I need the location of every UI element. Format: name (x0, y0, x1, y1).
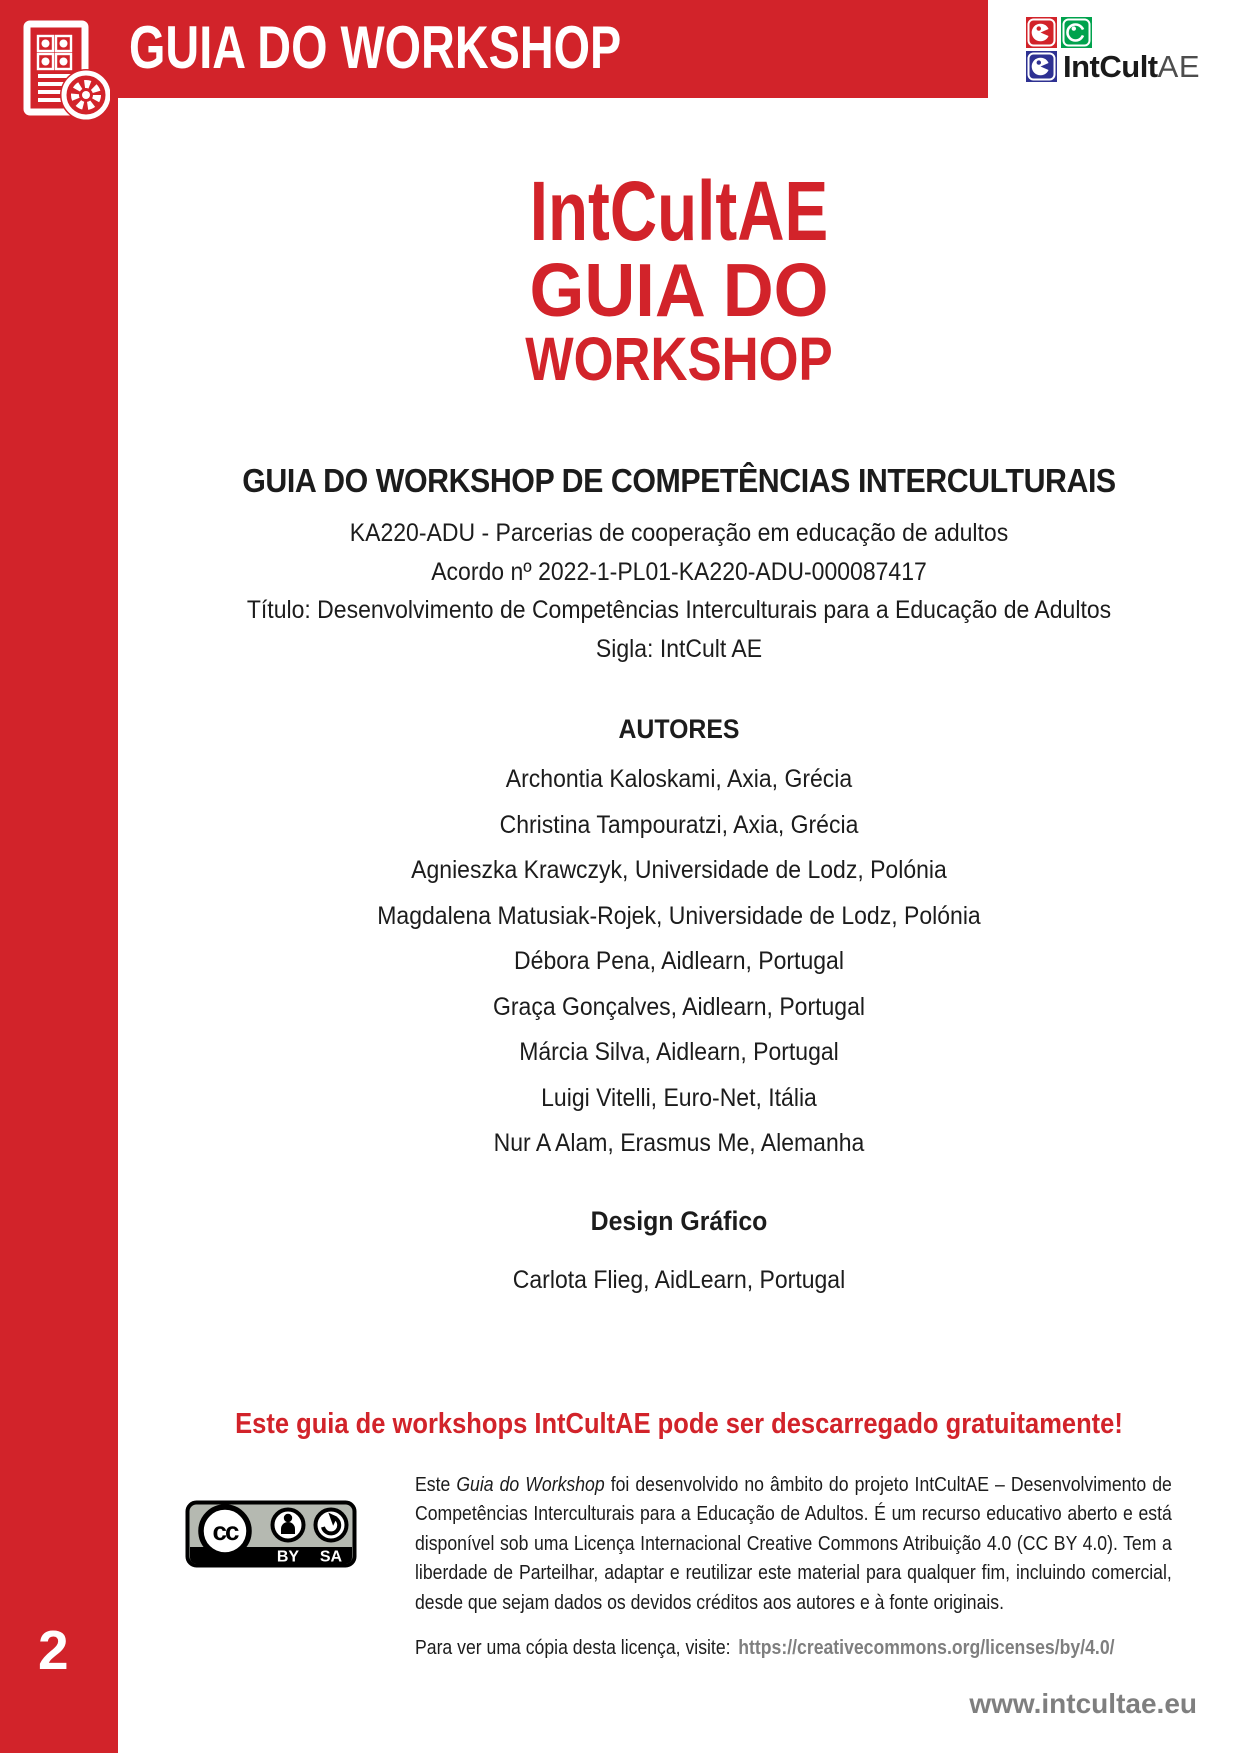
website-url: www.intcultae.eu (969, 1688, 1197, 1719)
header-title: GUIA DO WORKSHOP (129, 14, 622, 81)
badge-sa-label: SA (319, 1548, 343, 1566)
license-headline: Este guia de workshops IntCultAE pode ser descarregado gratuitamente! (235, 1408, 1123, 1440)
author-entry: Magdalena Matusiak-Rojek, Universidade de Lodz, Polónia (377, 901, 981, 930)
license-paragraph (415, 1470, 1172, 1618)
badge-by-label: BY (276, 1548, 300, 1566)
license-paragraph-start: Este (415, 1472, 457, 1496)
design-heading: Design Gráfico (590, 1206, 768, 1236)
author-entry: Agnieszka Krawczyk, Universidade de Lodz, Polónia (411, 856, 947, 884)
cover-title-line1: IntCultAE (529, 164, 829, 258)
attribution-person-icon (273, 1510, 304, 1541)
author-entry: Archontia Kaloskami, Axia, Grécia (505, 765, 853, 793)
project-acronym: Sigla: IntCult AE (595, 634, 763, 663)
authors-list (163, 757, 1195, 1167)
cover-title-line3: WORKSHOP (525, 325, 833, 393)
project-agreement-number: Acordo nº 2022-1-PL01-KA220-ADU-000087417 (431, 557, 927, 586)
creative-commons-license-link[interactable]: https://creativecommons.org/licenses/by/4.0/ (738, 1636, 1115, 1659)
project-meta (163, 514, 1195, 668)
license-paragraph-rest: foi desenvolvido no âmbito do projeto IntCultAE – Desenvolvimento de Competências Interculturais para a Educação de Adultos. É um recurso educativo aberto e está disponível sob uma Licença Internacional Creative Commons Atribuição 4.0 (CC BY 4.0). Tem a liberdade de Parteilhar, adaptar e reutilizar este material para qualquer fim, incluindo comercial, desde que sejam dados os devidos créditos aos autores e à fonte originais. (415, 1472, 1172, 1614)
page-number: 2 (38, 1619, 69, 1681)
author-entry: Graça Gonçalves, Aidlearn, Portugal (492, 992, 866, 1021)
authors-heading: AUTORES (618, 714, 740, 744)
cover-title-line2: GUIA DO (529, 248, 829, 332)
design-credit: Carlota Flieg, AidLearn, Portugal (512, 1266, 846, 1294)
author-entry: Christina Tampouratzi, Axia, Grécia (499, 810, 859, 839)
project-heading: GUIA DO WORKSHOP DE COMPETÊNCIAS INTERCULTURAIS (242, 462, 1116, 499)
workshop-document-gear-icon (10, 20, 110, 124)
project-subtitle: KA220-ADU - Parcerias de cooperação em educação de adultos (349, 519, 1009, 547)
author-entry: Márcia Silva, Aidlearn, Portugal (519, 1038, 839, 1066)
logo-blue-mask-face-icon (1026, 51, 1057, 82)
left-red-sidebar (0, 0, 118, 1753)
logo-wordmark-light: AE (1157, 49, 1200, 84)
logo-red-mask-face-icon (1026, 17, 1057, 48)
share-alike-icon (316, 1510, 347, 1541)
cc-icon (201, 1507, 249, 1555)
license-link-line (415, 1636, 1189, 1660)
logo-wordmark (1063, 51, 1200, 82)
license-paragraph-italic: Guia do Workshop (456, 1472, 605, 1496)
cc-by-sa-license-badge (185, 1500, 357, 1569)
author-entry: Débora Pena, Aidlearn, Portugal (514, 947, 844, 975)
logo-wordmark-bold: IntCult (1063, 49, 1158, 84)
project-title-line: Título: Desenvolvimento de Competências Interculturais para a Educação de Adultos (246, 596, 1112, 624)
intcultae-logo (1026, 17, 1236, 85)
license-link-label: Para ver uma cópia desta licença, visite: (415, 1636, 731, 1659)
author-entry: Luigi Vitelli, Euro-Net, Itália (541, 1083, 817, 1112)
logo-green-mask-face-icon (1061, 17, 1092, 48)
author-entry: Nur A Alam, Erasmus Me, Alemanha (493, 1129, 865, 1157)
cover-title (118, 164, 1240, 393)
svg-text:cc: cc (212, 1516, 238, 1546)
